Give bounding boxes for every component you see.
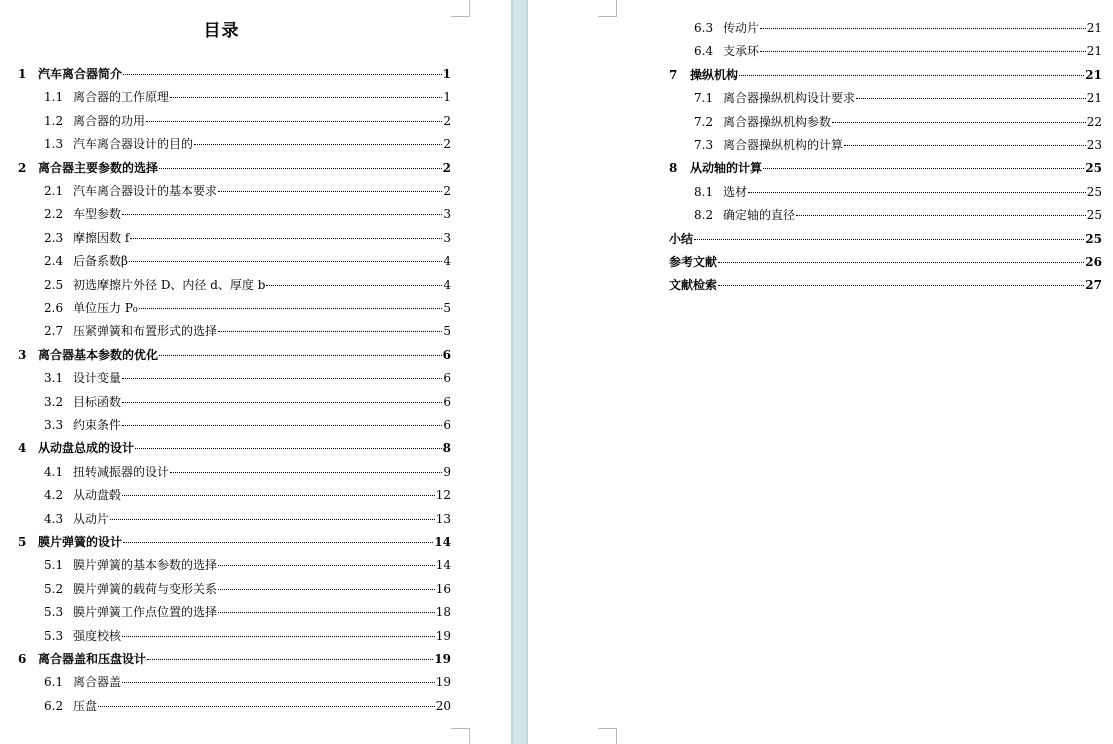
toc-entry-number: 3.1 bbox=[44, 371, 64, 386]
toc-entry-number: 2.2 bbox=[44, 207, 64, 222]
toc-entry[interactable] bbox=[44, 464, 451, 480]
toc-entry-label: 约束条件 bbox=[73, 418, 122, 432]
toc-entry-label: 离合器操纵机构的计算 bbox=[723, 138, 844, 152]
toc-entry-page: 2 bbox=[443, 137, 451, 152]
toc-entry[interactable] bbox=[44, 511, 451, 527]
toc-dot-leader bbox=[760, 51, 1086, 52]
toc-entry-label: 传动片 bbox=[723, 21, 760, 35]
toc-entry-number: 7.3 bbox=[694, 138, 714, 152]
toc-entry[interactable] bbox=[44, 113, 451, 129]
toc-entry[interactable] bbox=[18, 160, 451, 176]
toc-dot-leader bbox=[266, 285, 442, 286]
toc-entry-number: 7.1 bbox=[694, 91, 714, 106]
toc-entry[interactable] bbox=[44, 253, 451, 269]
toc-entry-label: 膜片弹簧的基本参数的选择 bbox=[73, 558, 218, 573]
toc-entry-number: 2 bbox=[18, 160, 27, 175]
toc-entry[interactable] bbox=[44, 487, 451, 503]
toc-dot-leader bbox=[122, 214, 442, 215]
toc-entry-label: 参考文献 bbox=[669, 255, 718, 269]
toc-entry-number: 6.2 bbox=[44, 698, 64, 713]
toc-entry-number: 6.1 bbox=[44, 675, 64, 690]
toc-entry-label: 扭转减振器的设计 bbox=[73, 464, 170, 479]
toc-dot-leader bbox=[110, 519, 435, 520]
toc-entry-number: 5.2 bbox=[44, 581, 64, 596]
toc-entry-label: 车型参数 bbox=[73, 207, 122, 222]
toc-entry[interactable] bbox=[44, 698, 451, 714]
toc-entry-page: 19 bbox=[434, 652, 451, 666]
toc-entry-number: 5.3 bbox=[44, 628, 64, 643]
toc-entry-page: 21 bbox=[1086, 21, 1102, 35]
toc-entry-label: 设计变量 bbox=[73, 371, 122, 386]
toc-entry-page: 1 bbox=[442, 67, 451, 81]
toc-entry[interactable] bbox=[669, 254, 1102, 270]
toc-entry-page: 22 bbox=[1086, 114, 1102, 129]
toc-dot-leader bbox=[122, 682, 435, 683]
toc-dot-leader bbox=[832, 122, 1086, 123]
toc-entry-page: 25 bbox=[1085, 231, 1102, 246]
toc-dot-leader bbox=[218, 191, 442, 192]
toc-dot-leader bbox=[130, 238, 442, 239]
toc-dot-leader bbox=[170, 97, 442, 98]
toc-dot-leader bbox=[856, 98, 1086, 99]
toc-entry-page: 27 bbox=[1085, 278, 1102, 293]
toc-dot-leader bbox=[122, 636, 435, 637]
toc-entry-number: 8.1 bbox=[694, 184, 714, 199]
toc-entry-page: 9 bbox=[443, 464, 451, 479]
toc-entry[interactable] bbox=[18, 347, 451, 363]
toc-dot-leader bbox=[748, 192, 1086, 193]
toc-dot-leader bbox=[123, 74, 442, 75]
crop-mark-bottom-right bbox=[451, 728, 470, 744]
toc-entry[interactable] bbox=[44, 183, 451, 199]
toc-entry-page: 19 bbox=[435, 628, 451, 643]
toc-dot-leader bbox=[194, 144, 442, 145]
toc-entry[interactable] bbox=[44, 417, 451, 433]
toc-entry-page: 4 bbox=[443, 254, 451, 269]
toc-entry-number: 3.3 bbox=[44, 418, 64, 432]
toc-entry-label: 强度校核 bbox=[73, 628, 122, 643]
toc-entry-number: 2.1 bbox=[44, 184, 64, 198]
toc-dot-leader bbox=[694, 239, 1084, 240]
toc-entry[interactable] bbox=[694, 137, 1102, 153]
page-right bbox=[528, 0, 1113, 744]
toc-entry-label: 膜片弹簧的载荷与变形关系 bbox=[73, 581, 218, 596]
toc-dot-leader bbox=[135, 448, 442, 449]
toc-entry-number: 2.3 bbox=[44, 230, 64, 245]
toc-entry-number: 4.3 bbox=[44, 511, 64, 526]
toc-entry[interactable] bbox=[44, 674, 451, 690]
toc-dot-leader bbox=[218, 331, 442, 332]
toc-entry-page: 25 bbox=[1086, 208, 1102, 223]
toc-entry[interactable] bbox=[669, 160, 1102, 176]
toc-entry-page: 5 bbox=[443, 301, 451, 315]
toc-entry-label: 压盘 bbox=[73, 698, 98, 713]
toc-entry-label: 小结 bbox=[669, 231, 694, 246]
toc-entry-page: 16 bbox=[435, 581, 451, 596]
toc-entry[interactable] bbox=[669, 277, 1102, 293]
toc-entry-number: 4.2 bbox=[44, 488, 64, 503]
toc-entry-label: 离合器主要参数的选择 bbox=[38, 160, 159, 175]
toc-entry[interactable] bbox=[44, 604, 451, 620]
toc-entry[interactable] bbox=[18, 534, 451, 550]
toc-dot-leader bbox=[122, 402, 442, 403]
toc-dot-leader bbox=[159, 168, 442, 169]
toc-entry-page: 3 bbox=[443, 230, 451, 245]
toc-dot-leader bbox=[218, 589, 435, 590]
toc-entry-number: 1.2 bbox=[44, 113, 64, 128]
toc-entry-page: 2 bbox=[443, 113, 451, 128]
toc-entry[interactable] bbox=[694, 184, 1102, 200]
toc-entry-page: 6 bbox=[443, 418, 451, 432]
toc-entry-page: 21 bbox=[1086, 44, 1102, 59]
toc-entry-label: 离合器盖和压盘设计 bbox=[38, 652, 147, 666]
toc-entry-page: 6 bbox=[443, 394, 451, 409]
toc-entry-label: 目标函数 bbox=[73, 394, 122, 409]
toc-entry-page: 19 bbox=[435, 675, 451, 690]
toc-entry-number: 6.4 bbox=[694, 44, 714, 59]
toc-entry-page: 4 bbox=[443, 277, 451, 292]
toc-entry-number: 7.2 bbox=[694, 114, 714, 129]
toc-dot-leader bbox=[122, 378, 442, 379]
toc-entry-page: 5 bbox=[443, 324, 451, 339]
toc-dot-leader bbox=[844, 145, 1086, 146]
toc-entry-number: 2.5 bbox=[44, 277, 64, 292]
crop-mark-top-right bbox=[451, 0, 470, 17]
toc-entry[interactable] bbox=[669, 67, 1102, 83]
toc-entry-number: 2.4 bbox=[44, 254, 64, 269]
toc-entry-label: 从动盘毂 bbox=[73, 488, 122, 503]
toc-entry-label: 从动片 bbox=[73, 511, 110, 526]
toc-dot-leader bbox=[718, 285, 1084, 286]
toc-entry-page: 18 bbox=[435, 605, 451, 620]
toc-entry-label: 后备系数β bbox=[73, 254, 128, 269]
toc-entry-page: 6 bbox=[443, 371, 451, 386]
toc-entry-number: 4.1 bbox=[44, 464, 64, 479]
toc-entry-number: 7 bbox=[669, 67, 678, 82]
toc-entry-page: 13 bbox=[435, 511, 451, 526]
toc-dot-leader bbox=[170, 472, 442, 473]
toc-entry-label: 离合器操纵机构参数 bbox=[723, 114, 832, 129]
toc-entry-page: 23 bbox=[1086, 138, 1102, 152]
toc-dot-leader bbox=[739, 75, 1084, 76]
page-left bbox=[0, 0, 511, 744]
toc-entry[interactable] bbox=[44, 557, 451, 573]
toc-entry[interactable] bbox=[18, 66, 451, 82]
toc-dot-leader bbox=[123, 542, 433, 543]
toc-entry-page: 8 bbox=[442, 441, 451, 456]
toc-entry[interactable] bbox=[669, 231, 1102, 247]
toc-entry-label: 离合器盖 bbox=[73, 675, 122, 690]
toc-entry-label: 确定轴的直径 bbox=[723, 208, 796, 223]
toc-entry-page: 26 bbox=[1085, 255, 1102, 269]
toc-dot-leader bbox=[129, 261, 442, 262]
toc-entry-page: 21 bbox=[1085, 67, 1102, 82]
toc-dot-leader bbox=[218, 612, 435, 613]
toc-entry-number: 5 bbox=[18, 535, 27, 549]
toc-entry-number: 8 bbox=[669, 161, 678, 176]
toc-entry-number: 1.3 bbox=[44, 137, 64, 152]
toc-entry[interactable] bbox=[44, 230, 451, 246]
toc-entry-number: 2.6 bbox=[44, 301, 64, 315]
toc-entry-page: 3 bbox=[443, 207, 451, 222]
toc-dot-leader bbox=[760, 28, 1086, 29]
toc-entry[interactable] bbox=[44, 370, 451, 386]
toc-dot-leader bbox=[139, 308, 443, 309]
toc-entry[interactable] bbox=[694, 207, 1102, 223]
toc-entry-label: 从动轴的计算 bbox=[690, 161, 763, 176]
toc-entry-label: 离合器的工作原理 bbox=[73, 90, 170, 105]
toc-dot-leader bbox=[218, 565, 435, 566]
toc-entry-number: 6 bbox=[18, 652, 27, 666]
toc-dot-leader bbox=[98, 706, 435, 707]
toc-entry-page: 12 bbox=[435, 488, 451, 503]
toc-entry[interactable] bbox=[44, 323, 451, 339]
toc-entry[interactable] bbox=[44, 206, 451, 222]
toc-dot-leader bbox=[796, 215, 1086, 216]
toc-entry-label: 汽车离合器设计的基本要求 bbox=[73, 184, 218, 198]
toc-entry-number: 5.1 bbox=[44, 558, 64, 573]
toc-entry-label: 从动盘总成的设计 bbox=[38, 441, 135, 456]
toc-entry-label: 初选摩擦片外径 D、内径 d、厚度 b bbox=[73, 277, 266, 292]
toc-entry-page: 2 bbox=[442, 160, 451, 175]
toc-entry-page: 21 bbox=[1086, 91, 1102, 106]
toc-entry-number: 5.3 bbox=[44, 605, 64, 620]
toc-dot-leader bbox=[159, 355, 442, 356]
toc-entry-number: 6.3 bbox=[694, 21, 714, 35]
toc-entry-number: 3 bbox=[18, 347, 27, 362]
toc-entry-page: 14 bbox=[434, 535, 451, 549]
toc-entry-number: 8.2 bbox=[694, 208, 714, 223]
toc-entry-label: 操纵机构 bbox=[690, 67, 739, 82]
toc-entry-number: 4 bbox=[18, 441, 27, 456]
toc-entry[interactable] bbox=[694, 20, 1102, 36]
crop-mark-top-left bbox=[598, 0, 617, 17]
toc-entry[interactable] bbox=[44, 628, 451, 644]
toc-entry-page: 6 bbox=[442, 347, 451, 362]
toc-title: 目录 bbox=[203, 21, 240, 41]
toc-entry-label: 离合器基本参数的优化 bbox=[38, 347, 159, 362]
toc-entry-label: 汽车离合器设计的目的 bbox=[73, 137, 194, 152]
toc-entry-label: 支承环 bbox=[723, 44, 760, 59]
toc-entry-page: 2 bbox=[443, 184, 451, 198]
toc-entry[interactable] bbox=[44, 581, 451, 597]
page-gap bbox=[511, 0, 528, 744]
toc-dot-leader bbox=[718, 262, 1084, 263]
toc-entry-label: 膜片弹簧工作点位置的选择 bbox=[73, 605, 218, 620]
toc-entry[interactable] bbox=[44, 300, 451, 316]
toc-entry-page: 25 bbox=[1086, 184, 1102, 199]
toc-entry[interactable] bbox=[44, 277, 451, 293]
toc-dot-leader bbox=[147, 659, 433, 660]
toc-entry-page: 20 bbox=[435, 698, 451, 713]
toc-entry-label: 离合器的功用 bbox=[73, 113, 146, 128]
crop-mark-bottom-left bbox=[598, 728, 617, 744]
toc-entry[interactable] bbox=[694, 90, 1102, 106]
toc-entry[interactable] bbox=[694, 43, 1102, 59]
toc-entry[interactable] bbox=[18, 440, 451, 456]
toc-entry[interactable] bbox=[18, 651, 451, 667]
toc-dot-leader bbox=[763, 168, 1084, 169]
toc-entry-number: 1 bbox=[18, 67, 27, 81]
toc-entry[interactable] bbox=[44, 89, 451, 105]
toc-entry-label: 文献检索 bbox=[669, 278, 718, 293]
toc-entry-label: 摩擦因数 f bbox=[73, 230, 130, 245]
toc-entry[interactable] bbox=[44, 394, 451, 410]
toc-dot-leader bbox=[122, 425, 442, 426]
toc-entry[interactable] bbox=[44, 136, 451, 152]
toc-entry-page: 25 bbox=[1085, 161, 1102, 176]
toc-entry[interactable] bbox=[694, 114, 1102, 130]
toc-entry-page: 14 bbox=[435, 558, 451, 573]
toc-entry-number: 3.2 bbox=[44, 394, 64, 409]
toc-entry-label: 选材 bbox=[723, 184, 748, 199]
toc-entry-number: 2.7 bbox=[44, 324, 64, 339]
toc-entry-page: 1 bbox=[443, 90, 451, 105]
toc-entry-number: 1.1 bbox=[44, 90, 64, 105]
toc-dot-leader bbox=[122, 495, 435, 496]
toc-entry-label: 单位压力 P₀ bbox=[73, 301, 138, 315]
toc-entry-label: 膜片弹簧的设计 bbox=[38, 535, 123, 549]
toc-entry-label: 汽车离合器简介 bbox=[38, 67, 123, 81]
toc-entry-label: 离合器操纵机构设计要求 bbox=[723, 91, 856, 106]
toc-entry-label: 压紧弹簧和布置形式的选择 bbox=[73, 324, 218, 339]
toc-dot-leader bbox=[146, 121, 442, 122]
